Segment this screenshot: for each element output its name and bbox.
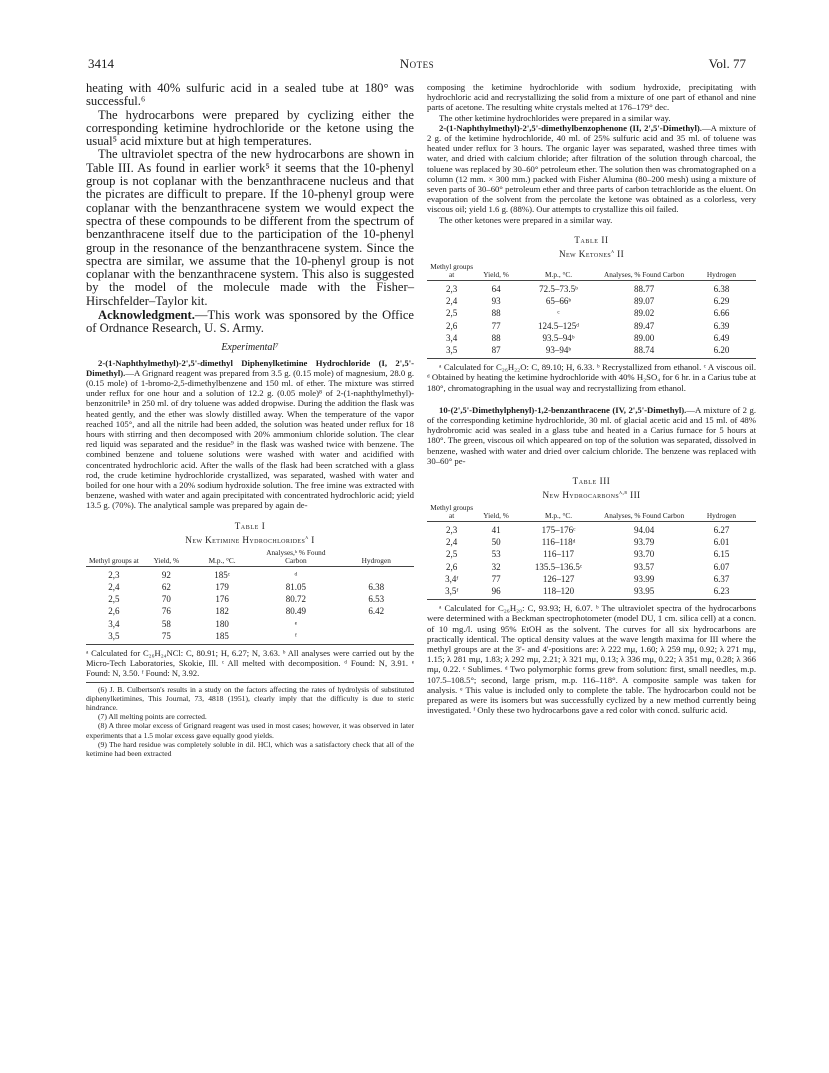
table-2-header-carbon: Analyses, % Found Carbon — [601, 262, 687, 281]
table-row — [86, 618, 414, 630]
table-2-header-methyl: Methyl groups at — [427, 262, 476, 281]
table-2 — [427, 235, 756, 393]
table-row — [427, 548, 756, 560]
ketimine-procedure-text: —A Grignard reagent was prepared from 3.5 g. (0.15 mole) of magnesium, 28.0 g. (0.15 mole) of 1-bromo-2,5-dimethylbenzene and 150 ml. of ether. The mixture was stirred under reflux for one hour and a solution of 12.2 g. (0.05 mole)⁸ of 2-(1-naphthylmethyl)-benzonitrile⁵ in 250 ml. of dry toluene was added dropwise. During the addition the flask was heated gently, and the ether was slowly distilled away. When the temperature of the vapor reached 105°, and all the nitrile had been added, the solution was heated under reflux for 18 hours with stirring and then decomposed with 20% ammonium chloride solution. The clear red liquid was separated and the residue⁹ in the flask was washed twice with benzene. The combined benzene and toluene solutions were washed with water and acidified with concentrated hydrochloric acid. After the walls of the flask had been scratched with a glass rod, the crude ketimine hydrochloride crystallized, was separated, washed with water and boiled for one hour with a 20% sodium hydroxide solution. The free imine was extracted with benzene, washed with water and again precipitated with concentrated hydrochloric acid; yield 13.5 g. (70%). The analytical sample was prepared by again de- — [86, 367, 414, 511]
table-cell: ᶜ — [557, 308, 560, 319]
table-row — [427, 536, 756, 548]
table-cell: 6.39 — [713, 320, 730, 331]
table-cell: 6.27 — [713, 525, 730, 536]
table-cell: 93 — [491, 296, 501, 307]
table-row — [427, 307, 756, 319]
table-1-header-yield: Yield, % — [142, 548, 191, 567]
table-cell: 65–66ᵇ — [545, 296, 572, 307]
table-1-roman: I — [311, 534, 315, 545]
footnotes — [86, 685, 414, 759]
table-cell: 2,5 — [108, 594, 120, 605]
table-row — [427, 320, 756, 332]
table-cell: 2,4 — [446, 296, 458, 307]
table-cell: 62 — [161, 581, 171, 592]
table-cell: 6.07 — [713, 561, 730, 572]
table-3-header-methyl: Methyl groups at — [427, 503, 476, 522]
table-cell: 126–127 — [542, 573, 575, 584]
acknowledgment-text: —This work was sponsored by the Office of Ordnance Research, U. S. Army. — [86, 308, 414, 336]
table-cell: 118–120 — [542, 586, 575, 597]
table-cell: 2,3 — [108, 569, 120, 580]
table-cell: 3,5 — [446, 344, 458, 355]
table-cell: 3,5 — [108, 630, 120, 641]
table-3-roman: III — [630, 490, 641, 501]
table-cell: 89.47 — [633, 320, 655, 331]
table-cell: 72.5–73.5ᵇ — [539, 283, 578, 294]
table-cell: 6.49 — [713, 332, 730, 343]
table-1-header-mp: M.p., °C. — [191, 548, 253, 567]
table-3-header-yield: Yield, % — [476, 503, 515, 522]
table-cell: 180 — [215, 618, 229, 629]
table-1-notes: ᵃ Calculated for C₂₆H₂₄NCl: C, 80.91; H, 6.27; N, 3.63. ᵇ All analyses were carried out by the Micro-Tech Laboratories, Skokie, Ill. ᶜ All melted with decomposition. ᵈ Found: N, 3.91. ᵉ Found: N, 3.50. ᶠ Found: N, 3.92. — [86, 647, 414, 679]
ketimine-procedure-title: 2-(1-Naphthylmethyl)-2',5'-dimethyl Diphenylketimine Hydrochloride (I, 2',5'-Dimethyl). — [86, 357, 414, 378]
benzanthracene-procedure — [427, 405, 756, 466]
table-1-bottom-rule — [86, 644, 414, 645]
table-cell: 3,4 — [108, 618, 120, 629]
table-cell: 176 — [215, 594, 229, 605]
table-1-header-methyl: Methyl groups at — [86, 548, 142, 567]
table-cell: 6.66 — [713, 308, 730, 319]
table-2-header-yield: Yield, % — [476, 262, 515, 281]
benzanthracene-procedure-title: 10-(2',5'-Dimethylphenyl)-1,2-benzanthracene (IV, 2',5'-Dimethyl). — [439, 404, 687, 415]
footnote-7: (7) All melting points are corrected. — [98, 712, 207, 722]
table-cell: 6.38 — [368, 581, 385, 592]
table-cell: 64 — [491, 283, 501, 294]
table-cell: 93.79 — [633, 537, 655, 548]
table-cell: 53 — [491, 549, 501, 560]
table-3-title-sup: a,b — [619, 489, 628, 496]
table-1-grid — [86, 548, 414, 642]
table-cell: 92 — [161, 569, 171, 580]
table-2-header-mp: M.p., °C. — [516, 262, 602, 281]
table-cell: 135.5–136.5ᶜ — [534, 561, 583, 572]
table-cell: 93–94ᵇ — [545, 344, 572, 355]
table-cell: 70 — [161, 594, 171, 605]
table-cell: 80.49 — [285, 606, 306, 617]
table-3-header-carbon: Analyses, % Found Carbon — [601, 503, 687, 522]
table-2-title-sup: a — [611, 248, 615, 255]
table-2-roman: II — [617, 248, 625, 259]
table-cell: 93.99 — [633, 573, 655, 584]
volume-label: Vol. 77 — [708, 56, 746, 71]
table-cell: 89.00 — [633, 332, 655, 343]
table-cell: 2,4 — [446, 537, 458, 548]
table-3-header-mp: M.p., °C. — [516, 503, 602, 522]
table-cell: 93.95 — [633, 586, 655, 597]
footnote-6: (6) J. B. Culbertson's results in a study on the factors affecting the rates of hydrolysis of substituted diphenylketimines, This Journal, 73, 4818 (1951), clearly imply that the difficulty is due to steric hindrance. — [86, 684, 414, 712]
table-cell: 87 — [491, 344, 501, 355]
paragraph-hydrocarbons: The hydrocarbons were prepared by cyclizing either the corresponding ketimine hydrochloride or the ketone using the usual⁵ acid mixture but at high temperatures. — [86, 107, 414, 149]
table-cell: 89.02 — [633, 308, 655, 319]
page-number: 3414 — [88, 56, 114, 71]
table-cell: 6.23 — [713, 586, 730, 597]
running-header — [88, 56, 746, 74]
table-cell: 75 — [161, 630, 171, 641]
table-cell: 2,5 — [446, 308, 458, 319]
table-cell: 96 — [491, 586, 501, 597]
table-cell: 3,4ᶠ — [445, 573, 459, 584]
table-cell: 88.74 — [633, 344, 655, 355]
table-cell: 6.53 — [368, 594, 385, 605]
table-1-title-sup: a — [305, 534, 309, 541]
table-cell: ᵈ — [294, 569, 298, 580]
table-2-header-hydrogen: Hydrogen — [687, 262, 756, 281]
table-2-title: New Ketones — [558, 248, 612, 259]
table-cell: 185 — [215, 630, 229, 641]
table-cell: 2,6 — [446, 320, 458, 331]
table-row — [86, 630, 414, 642]
table-row — [427, 332, 756, 344]
table-cell: 88 — [491, 332, 501, 343]
left-column — [86, 82, 414, 758]
experimental-heading: Experimental⁷ — [221, 341, 279, 353]
footnote-rule — [86, 682, 414, 683]
table-1-title-line — [86, 532, 414, 546]
section-title: Notes — [399, 56, 435, 71]
acknowledgment — [86, 309, 414, 336]
table-3-grid — [427, 503, 756, 597]
table-1-label: Table I — [234, 520, 266, 531]
table-cell: 182 — [215, 606, 229, 617]
table-cell — [339, 630, 414, 642]
table-3-notes: ᵃ Calculated for C₂₆H₂₀: C, 93.93; H, 6.07. ᵇ The ultraviolet spectra of the hydrocarbons were determined with a Beckman spectrophotometer (model DU, 1 cm. silica cell) at a concn. of 10 mg./l. using 95% EtOH as the solvent. The curves for all six hydrocarbons are practically identical. The optical density values at the wave length maxima for III where the methyl groups are at the 3'- and 4'-positions are: λ 222 mμ, 1.60; λ 259 mμ, 0.92; λ 271 mμ, 1.15; λ 281 mμ, 1.83; λ 292 mμ, 2.21; λ 321 mμ, 0.13; λ 336 mμ, 0.22; λ 351 mμ, 0.28; λ 366 mμ, 0.22. ᶜ Sublimes. ᵈ Two polymorphic forms grew from solution: first, small needles, m.p. 107.5–108.5°; second, large prism, m.p. 116–118°. A composite sample was taken for analysis. ᵉ This value is included only to complete the table. The hydrocarbon could not be prepared as were its isomers but was successfully cyclized by a new method currently being investigated. ᶠ Only these two hydrocarbons gave a red color with concd. sulfuric acid. — [427, 603, 756, 716]
table-cell: 77 — [491, 573, 501, 584]
table-cell: 94.04 — [633, 525, 655, 536]
table-cell: 2,3 — [446, 283, 458, 294]
table-cell: 2,3 — [446, 525, 458, 536]
table-cell: 116–118ᵈ — [541, 537, 576, 548]
paragraph-continuation: composing the ketimine hydrochloride with sodium hydroxide, precipitating with hydrochloric acid and recrystallizing the solid from a mixture of one part of ethanol and nine parts of acetone. The resulting white crystals melted at 176–179° dec. — [427, 82, 756, 113]
table-row — [427, 295, 756, 307]
table-row — [427, 522, 756, 537]
ketone-procedure-title: 2-(1-Naphthylmethyl)-2',5'-dimethylbenzophenone (II, 2',5'-Dimethyl). — [439, 122, 702, 133]
table-row — [427, 344, 756, 356]
table-cell: 2,4 — [108, 581, 120, 592]
table-row — [86, 581, 414, 593]
table-1-header-hydrogen: Hydrogen — [339, 548, 414, 567]
table-cell: 6.37 — [713, 573, 730, 584]
table-cell: 6.29 — [713, 296, 730, 307]
table-cell — [339, 618, 414, 630]
table-cell: 80.72 — [285, 594, 306, 605]
benzanthracene-procedure-text: —A mixture of 2 g. of the corresponding ketimine hydrochloride, 30 ml. of glacial acetic acid and 15 ml. of 48% hydrobromic acid was sealed in a glass tube and heated in a Carius furnace for 5 hours at 180°. The green, viscous oil which appeared on top of the solution was separated, dissolved in benzene, washed with water and dried over calcium chloride. The benzene was replaced with 30–60° pe- — [427, 404, 756, 466]
table-cell: 6.38 — [713, 283, 730, 294]
table-row — [427, 561, 756, 573]
table-1-title: New Ketimine Hydrochlorides — [185, 534, 306, 545]
table-cell: 81.05 — [285, 581, 306, 592]
table-cell: 3,4 — [446, 332, 458, 343]
table-cell: 6.01 — [713, 537, 730, 548]
table-1-header-carbon: Analyses,ᵇ % Found Carbon — [253, 548, 338, 567]
table-2-grid — [427, 262, 756, 356]
table-cell: 6.20 — [713, 344, 730, 355]
paragraph-other-ketimines: The other ketimine hydrochlorides were prepared in a similar way. — [439, 112, 671, 123]
table-cell: 89.07 — [633, 296, 655, 307]
table-cell: 6.15 — [713, 549, 730, 560]
table-3 — [427, 476, 756, 716]
table-cell: 32 — [491, 561, 501, 572]
table-3-title: New Hydrocarbons — [542, 490, 620, 501]
table-cell: 41 — [491, 525, 501, 536]
table-cell: 179 — [215, 581, 229, 592]
table-row — [86, 593, 414, 605]
table-cell: 88 — [491, 308, 501, 319]
table-2-notes: ᵃ Calculated for C₂₆H₂₂O: C, 89.10; H, 6.33. ᵇ Recrystallized from ethanol. ᶜ A viscous oil. ᵈ Obtained by heating the ketimine hydrochloride with 40% H₂SO₄ for 6 hr. in a Carius tube at 180°, chromatographing in the usual way and recrystallizing from ethanol. — [427, 362, 756, 393]
table-cell: 93.5–94ᵇ — [542, 332, 575, 343]
table-cell: 116–117 — [543, 549, 574, 560]
table-cell: 93.70 — [633, 549, 655, 560]
table-cell: 175–176ᶜ — [541, 525, 576, 536]
table-row — [86, 566, 414, 581]
table-cell: 2,5 — [446, 549, 458, 560]
table-row — [86, 605, 414, 617]
paragraph-top: heating with 40% sulfuric acid in a sealed tube at 180° was successful.⁶ — [86, 81, 414, 109]
table-row — [427, 585, 756, 597]
table-cell: 2,6 — [446, 561, 458, 572]
table-cell: 6.42 — [368, 606, 385, 617]
table-3-label: Table III — [572, 475, 611, 486]
acknowledgment-label: Acknowledgment. — [98, 308, 195, 323]
table-cell: 3,5ᶠ — [445, 586, 459, 597]
table-3-header-hydrogen: Hydrogen — [687, 503, 756, 522]
table-2-bottom-rule — [427, 358, 756, 359]
table-row — [427, 280, 756, 295]
table-2-label: Table II — [574, 234, 609, 245]
table-3-bottom-rule — [427, 599, 756, 600]
footnote-8: (8) A three molar excess of Grignard reagent was used in most cases; however, it was observed in later experiments that a 1.5 molar excess gave equally good yields. — [86, 721, 414, 740]
experimental-paragraph — [86, 358, 414, 511]
table-cell: ᵉ — [294, 618, 298, 629]
table-cell: 185ᶜ — [214, 569, 230, 580]
table-3-title-line — [427, 487, 756, 501]
table-cell: 93.57 — [633, 561, 655, 572]
table-cell: 76 — [161, 606, 171, 617]
table-cell: 88.77 — [633, 283, 655, 294]
ketone-procedure-text: —A mixture of 2 g. of the ketimine hydrochloride, 40 ml. of 25% sulfuric acid and 35 ml. of toluene was heated under reflux for 3 hours. The organic layer was separated, washed three times with water, and dried with calcium chloride; after filtration of the solution through charcoal, the toluene was replaced by 30–60° petroleum ether. The solution then was chromatographed on a column (12 mm. × 300 mm.) packed with Fisher Alumina (80–200 mesh) using a mixture of seven parts of 30–60° petroleum ether and three parts of carbon tetrachloride as the eluent. On evaporation of the solvent from the percolate the ketone was obtained as a colorless, very viscous oil; yield 1.6 g. (88%). Our attempts to crystallize this oil failed. — [427, 122, 756, 215]
table-2-title-line — [427, 246, 756, 260]
paragraph-ultraviolet: The ultraviolet spectra of the new hydrocarbons are shown in Table III. As found in earlier work⁵ it seems that the 10-phenyl group is not coplanar with the benzanthracene nucleus and that the picrates are difficult to prepare. If the 10-phenyl group were coplanar with the benzanthracene system we would expect the spectra of these compounds to be different from the spectrum of benzanthracene itself due to the participation of the 10-phenyl group in the resonance of the benzanthracene system. Since the spectra are similar, we assume that the 10-phenyl group is not coplanar with the benzanthracene system. This also is suggested by the model of the molecule made with the Fisher–Hirschfelder–Taylor kit. — [86, 147, 414, 308]
table-cell — [339, 566, 414, 581]
table-cell: ᶠ — [294, 630, 297, 641]
table-row — [427, 573, 756, 585]
right-column — [427, 82, 756, 715]
ketone-procedure — [427, 123, 756, 215]
footnote-9: (9) The hard residue was completely soluble in dil. HCl, which was a satisfactory check that all of the ketimine had been extracted — [86, 739, 414, 758]
table-1 — [86, 521, 414, 679]
paragraph-other-ketones: The other ketones were prepared in a similar way. — [439, 214, 613, 225]
table-cell: 58 — [161, 618, 171, 629]
table-cell: 50 — [491, 537, 501, 548]
table-cell: 77 — [491, 320, 501, 331]
table-cell: 124.5–125ᵈ — [538, 320, 580, 331]
table-cell: 2,6 — [108, 606, 120, 617]
